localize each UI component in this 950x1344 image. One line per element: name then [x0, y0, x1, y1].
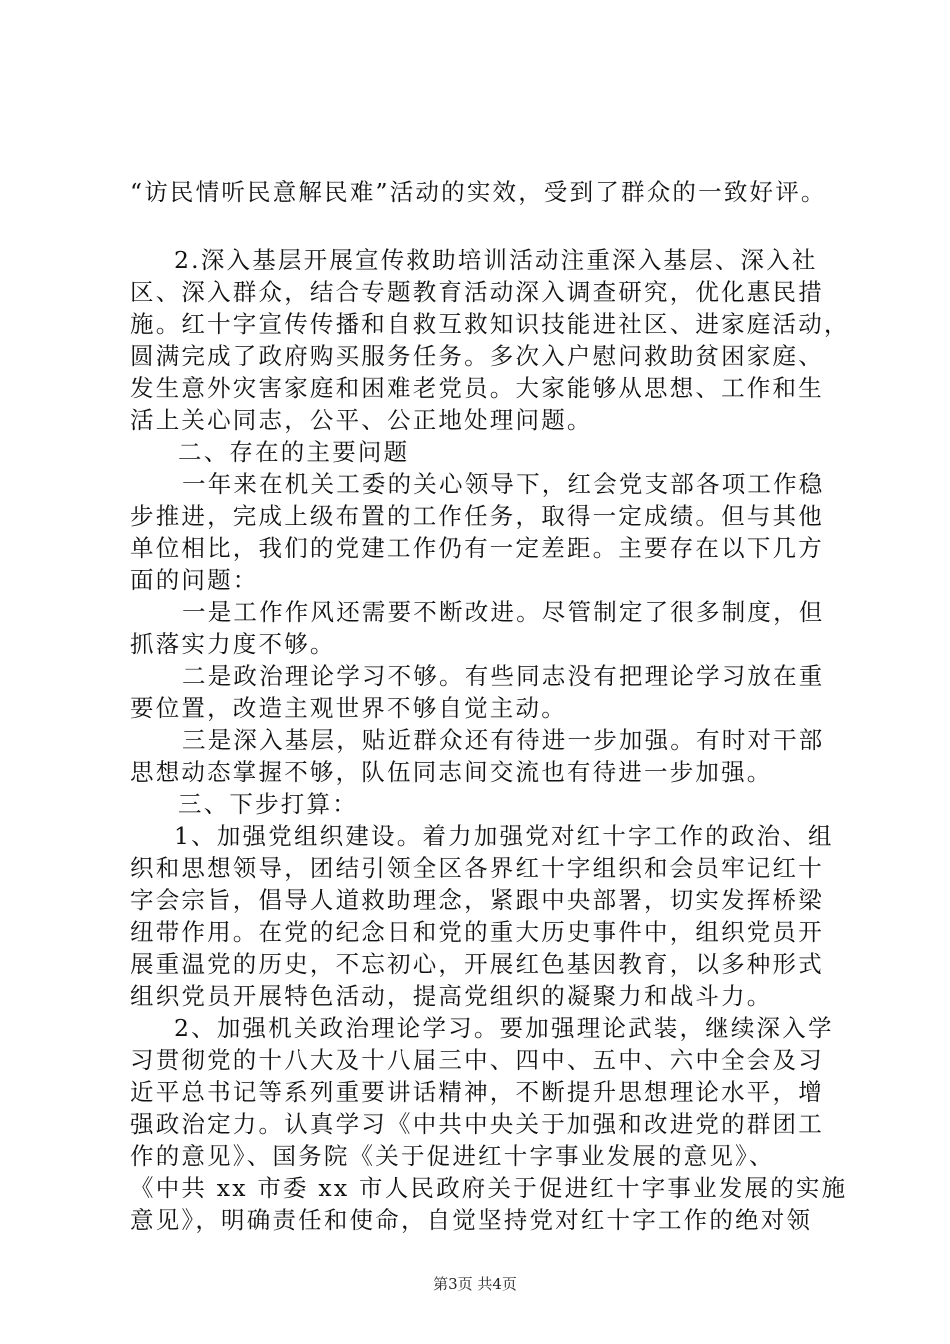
text-line: 展重温党的历史，不忘初心，开展红色基因教育，以多种形式: [130, 950, 824, 978]
text-line: 三是深入基层，贴近群众还有待进一步加强。有时对干部: [182, 726, 825, 754]
text-line: 施。红十字宣传传播和自救互救知识技能进社区、进家庭活动，: [130, 310, 850, 338]
text-line: 纽带作用。在党的纪念日和党的重大历史事件中，组织党员开: [130, 918, 824, 946]
text-line: 近平总书记等系列重要讲话精神，不断提升思想理论水平，增: [130, 1078, 824, 1106]
text-line: “访民情听民意解民难”活动的实效，受到了群众的一致好评。: [130, 178, 827, 206]
text-line: 单位相比，我们的党建工作仍有一定差距。主要存在以下几方: [130, 534, 824, 562]
text-line: 要位置，改造主观世界不够自觉主动。: [130, 694, 567, 722]
text-line: 二是政治理论学习不够。有些同志没有把理论学习放在重: [182, 662, 825, 690]
text-line: 步推进，完成上级布置的工作任务，取得一定成绩。但与其他: [130, 502, 824, 530]
text-line: 1、加强党组织建设。着力加强党对红十字工作的政治、组: [174, 822, 834, 850]
section-heading: 二、存在的主要问题: [178, 438, 410, 466]
text-line: 活上关心同志，公平、公正地处理问题。: [130, 406, 593, 434]
page-number-footer: 第3页 共4页: [433, 1275, 517, 1293]
text-line: 抓落实力度不够。: [130, 630, 336, 658]
text-line: 习贯彻党的十八大及十八届三中、四中、五中、六中全会及习: [130, 1046, 824, 1074]
section-heading: 三、下步打算：: [178, 790, 358, 818]
text-line: 字会宗旨，倡导人道救助理念，紧跟中央部署，切实发挥桥梁: [130, 886, 824, 914]
text-line: 区、深入群众，结合专题教育活动深入调查研究，优化惠民措: [130, 278, 824, 306]
text-line: 强政治定力。认真学习《中共中央关于加强和改进党的群团工: [130, 1110, 824, 1138]
text-line: 2、加强机关政治理论学习。要加强理论武装，继续深入学: [174, 1014, 834, 1042]
text-line: 组织党员开展特色活动，提高党组织的凝聚力和战斗力。: [130, 982, 773, 1010]
text-line: 意见》，明确责任和使命，自觉坚持党对红十字工作的绝对领: [130, 1206, 813, 1234]
text-line: 作的意见》、国务院《关于促进红十字事业发展的意见》、: [130, 1142, 775, 1170]
text-line: 织和思想领导，团结引领全区各界红十字组织和会员牢记红十: [130, 854, 824, 882]
text-line: 圆满完成了政府购买服务任务。多次入户慰问救助贫困家庭、: [130, 342, 824, 370]
text-line: 2.深入基层开展宣传救助培训活动注重深入基层、深入社: [174, 246, 818, 274]
text-line: 发生意外灾害家庭和困难老党员。大家能够从思想、工作和生: [130, 374, 824, 402]
text-line: 一年来在机关工委的关心领导下，红会党支部各项工作稳: [182, 470, 825, 498]
text-line: 一是工作作风还需要不断改进。尽管制定了很多制度，但: [182, 598, 825, 626]
text-line: 思想动态掌握不够，队伍同志间交流也有待进一步加强。: [130, 758, 773, 786]
text-line: 《中共 xx 市委 xx 市人民政府关于促进红十字事业发展的实施: [130, 1174, 848, 1202]
text-line: 面的问题：: [130, 566, 259, 594]
